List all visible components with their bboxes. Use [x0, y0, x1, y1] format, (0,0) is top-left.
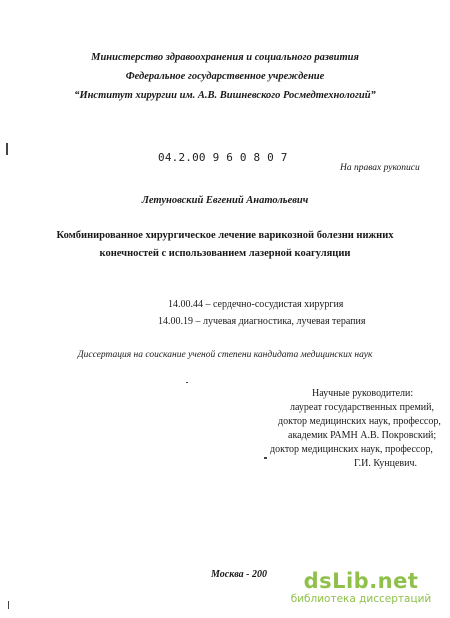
scan-speck	[264, 457, 267, 459]
supervisor-line: доктор медицинских наук, профессор,	[278, 416, 441, 427]
institute-name: “Институт хирургии им. А.В. Вишневского Росмедтехнологий”	[74, 90, 376, 101]
degree-statement: Диссертация на соискание ученой степени кандидата медицинских наук	[77, 350, 373, 360]
city-year: Москва - 200	[211, 569, 267, 580]
dissertation-title-line-1: Комбинированное хирургическое лечение варикозной болезни нижних	[56, 230, 394, 241]
dissertation-title-line-2: конечностей с использованием лазерной коагуляции	[99, 248, 351, 259]
federal-institution: Федеральное государственное учреждение	[125, 71, 325, 82]
supervisor-line: Г.И. Кунцевич.	[354, 458, 418, 469]
supervisor-line: академик РАМН А.В. Покровский;	[288, 430, 437, 441]
scan-speck	[186, 382, 188, 383]
supervisor-line: доктор медицинских наук, профессор,	[270, 444, 433, 455]
author-name: Летуновский Евгений Анатольевич	[141, 195, 309, 206]
supervisors-heading: Научные руководители:	[312, 388, 414, 399]
registration-stamp: 04.2.00 9 6 0 8 0 7	[158, 151, 288, 164]
specialty-1: 14.00.44 – сердечно-сосудистая хирургия	[168, 299, 344, 310]
watermark-subtitle: библиотека диссертаций	[290, 593, 432, 605]
watermark-logo: dsLib.net	[303, 569, 419, 593]
supervisor-line: лауреат государственных премий,	[290, 402, 434, 413]
scan-speck	[6, 143, 8, 155]
ministry-name: Министерство здравоохранения и социального развития	[91, 52, 359, 63]
specialty-2: 14.00.19 – лучевая диагностика, лучевая терапия	[158, 316, 366, 327]
scan-speck	[8, 601, 9, 609]
watermark	[286, 571, 436, 605]
manuscript-rights: На правах рукописи	[340, 163, 420, 173]
